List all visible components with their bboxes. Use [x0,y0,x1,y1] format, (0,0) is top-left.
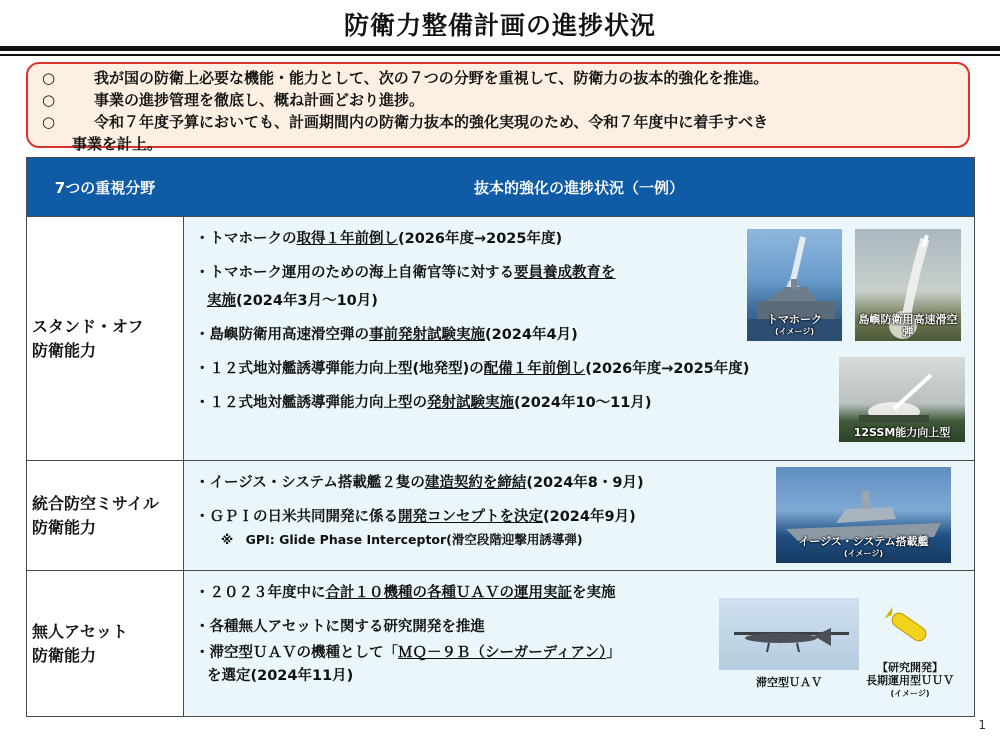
progress-item-continued: を選定(2024年11月) [207,668,354,684]
progress-item: ・各種無人アセットに関する研究開発を推進 [195,619,485,635]
progress-item: ・２０２３年度中に合計１０機種の各種ＵＡＶの運用実証を実施 [195,585,616,601]
category-standoff [27,217,184,461]
table-header-row [27,158,975,217]
progress-item: ・１２式地対艦誘導弾能力向上型(地発型)の配備１年前倒し(2026年度→2025年度) [195,361,750,377]
progress-item: ・島嶼防衛用高速滑空弾の事前発射試験実施(2024年4月) [195,327,578,343]
bullet-circle: ○ [42,69,56,87]
gpi-note: ※ GPI: Glide Phase Interceptor(滑空段階迎撃用誘導弾) [221,532,583,547]
summary-line-1 [42,67,956,89]
table-row-standoff [27,217,975,461]
category-line: 防衛能力 [32,517,97,537]
summary-line-3 [42,111,956,133]
category-missile-defense [27,461,184,571]
summary-text: 令和７年度予算においても、計画期間内の防衛力抜本的強化実現のため、令和７年度中に着手すべき [94,113,769,131]
uuv-caption: 【研究開発】 長期運用型ＵＵＶ (イメージ) [866,661,954,698]
summary-line-2 [42,89,956,111]
title-rule-thick [0,46,1000,51]
uuv-image [884,603,934,651]
progress-standoff [184,217,975,461]
page-title: 防衛力整備計画の進捗状況 [343,11,656,40]
progress-table [26,157,975,717]
bullet-circle: ○ [42,91,56,109]
category-unmanned [27,571,184,717]
progress-item-continued: 実施(2024年3月～10月) [207,293,378,309]
progress-missile-defense [184,461,975,571]
tomahawk-caption: トマホーク (イメージ) [767,313,822,336]
category-line: 防衛能力 [32,645,97,665]
ssm-caption: 12SSM能力向上型 [853,426,951,439]
uuv-photo [884,603,934,651]
bullet-circle: ○ [42,113,56,131]
progress-unmanned [184,571,975,717]
header-progress: 抜本的強化の進捗状況（一例） [184,158,975,217]
summary-box [26,62,970,153]
uav-image [719,598,859,670]
tomahawk-photo [747,229,842,341]
category-line: 無人アセット [32,621,128,641]
ssm-photo [839,357,965,442]
table-row-unmanned [27,571,975,717]
category-line: 防衛能力 [32,340,97,360]
header-priority-area: 7つの重視分野 [27,158,184,217]
summary-text: 我が国の防衛上必要な機能・能力として、次の７つの分野を重視して、防衛力の抜本的強化を推進。 [94,69,769,87]
summary-continuation: 事業を計上。 [72,135,163,153]
progress-item: ・トマホークの取得１年前倒し(2026年度→2025年度) [195,231,563,247]
page-number: 1 [978,718,986,732]
title-rule-thin [0,54,1000,56]
progress-item: ・ＧＰＩの日米共同開発に係る開発コンセプトを決定(2024年9月) [195,509,636,525]
glide-missile-photo [855,229,961,341]
aegis-ship-photo [776,467,951,563]
glide-missile-caption: 島嶼防衛用高速滑空弾 [858,313,958,338]
summary-text: 事業の進捗管理を徹底し、概ね計画どおり進捗。 [94,91,425,109]
aegis-ship-caption: イージス・システム搭載艦 (イメージ) [798,535,929,558]
table-row-missile-defense [27,461,975,571]
progress-item: ・滞空型ＵＡＶの機種として「ＭＱ－９Ｂ（シーガーディアン）」 [195,645,621,661]
progress-item: ・トマホーク運用のための海上自衛官等に対する要員養成教育を [195,265,616,281]
progress-item: ・イージス・システム搭載艦２隻の建造契約を締結(2024年8・9月) [195,475,644,491]
category-line: スタンド・オフ [32,316,144,336]
uav-caption: 滞空型ＵＡＶ [756,676,822,689]
progress-item: ・１２式地対艦誘導弾能力向上型の発射試験実施(2024年10～11月) [195,395,652,411]
category-line: 統合防空ミサイル [32,493,159,513]
uav-photo [719,598,859,670]
